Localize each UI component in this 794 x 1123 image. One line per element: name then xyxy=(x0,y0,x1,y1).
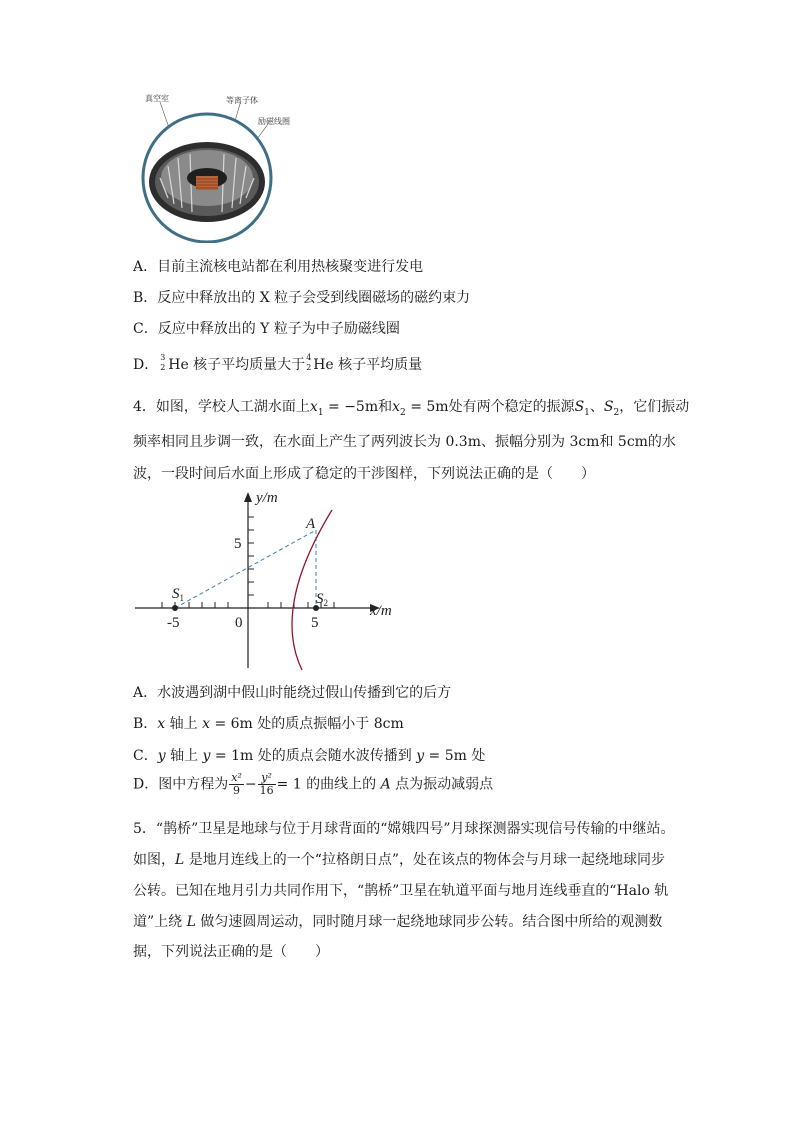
var: A xyxy=(380,776,391,793)
q3-option-d[interactable] xyxy=(133,354,422,374)
q5-stem-line5: 据，下列说法正确的是（ ） xyxy=(133,944,329,960)
var: y xyxy=(416,748,425,764)
text: 轴上 xyxy=(165,748,203,764)
var: L xyxy=(186,914,196,930)
isotope-mass-number: 3 xyxy=(160,353,166,362)
q4-stem-line3: 波，一段时间后水面上形成了稳定的干涉图样，下列说法正确的是（ ） xyxy=(133,466,595,482)
option-text: 反应中释放出的 X 粒子会受到线圈磁场的磁约束力 xyxy=(157,290,471,306)
q4-option-c[interactable] xyxy=(133,745,485,765)
x-axis-label: x/m xyxy=(370,603,392,619)
text: = 5m 处 xyxy=(424,748,486,764)
q3-option-b[interactable] xyxy=(133,287,470,307)
sub: 1 xyxy=(317,407,324,418)
text: 4．如图，学校人工湖水面上 xyxy=(133,399,310,415)
source-s1-point xyxy=(172,605,178,611)
denominator: 16 xyxy=(259,784,274,797)
q3-option-a[interactable] xyxy=(133,256,423,276)
denominator: 9 xyxy=(233,784,241,797)
var: x xyxy=(157,716,166,732)
var: L xyxy=(175,852,185,868)
text: = −5m和 xyxy=(323,399,393,415)
text: = 1 的曲线上的 xyxy=(276,776,381,793)
q5-stem-line2 xyxy=(133,849,665,869)
point-s2-label: $S_2$ xyxy=(316,591,328,608)
fraction-x2-over-9 xyxy=(229,772,244,797)
isotope-mass-number: 4 xyxy=(306,353,312,362)
text: ，它们振动 xyxy=(619,399,690,415)
option-letter: C． xyxy=(133,321,158,337)
tick-label-neg5: -5 xyxy=(167,615,180,631)
q4-option-a[interactable]: A．水波遇到湖中假山时能绕过假山传播到它的后方 xyxy=(133,685,452,701)
option-letter: A． xyxy=(133,259,158,275)
sub: 2 xyxy=(400,407,406,418)
interference-graph xyxy=(130,488,410,674)
isotope-atomic-number: 2 xyxy=(306,363,312,372)
sub: 1 xyxy=(584,407,590,418)
var: x xyxy=(202,716,211,732)
tick-label-5y: 5 xyxy=(234,536,242,552)
label-excitation-coil: 励磁线圈 xyxy=(258,117,290,126)
option-letter: C． xyxy=(133,748,158,764)
var: x xyxy=(309,399,318,415)
option-letter: D．图中方程为 xyxy=(133,776,229,793)
isotope-atomic-number: 2 xyxy=(160,363,166,372)
point-a-label: A xyxy=(306,516,316,532)
option-letter: D． xyxy=(133,357,159,373)
point-s1-label: $S_1$ xyxy=(172,586,184,603)
text: = 6m 处的质点振幅小于 8cm xyxy=(210,716,404,732)
q4-option-b[interactable] xyxy=(133,713,404,733)
text: 、 xyxy=(589,399,604,415)
hyperbola-curve xyxy=(292,510,332,670)
option-text: 反应中释放出的 Y 粒子为中子励磁线圈 xyxy=(157,321,400,337)
text: = 5m处有两个稳定的振源 xyxy=(405,399,575,415)
q5-stem-line3: 公转。已知在地月引力共同作用下，“鹊桥”卫星在轨道平面与地月连线垂直的“Halo 轨 xyxy=(133,883,669,899)
option-letter: B． xyxy=(133,290,158,306)
y-axis-arrow xyxy=(244,492,252,502)
q3-option-c[interactable] xyxy=(133,318,400,338)
q4-option-d[interactable] xyxy=(133,772,493,797)
var: x xyxy=(392,399,401,415)
var: y xyxy=(202,748,211,764)
text: 是地月连线上的一个“拉格朗日点”，处在该点的物体会与月球一起绕地球同步 xyxy=(184,852,666,868)
text: 轴上 xyxy=(165,716,203,732)
q4-stem-line1 xyxy=(133,396,689,418)
numerator: y² xyxy=(258,772,276,785)
q5-stem-line4 xyxy=(133,911,662,931)
var: y xyxy=(157,748,166,764)
text: 做匀速圆周运动，同时随月球一起绕地球同步公转。结合图中所给的观测数 xyxy=(195,914,663,930)
label-plasma: 等离子体 xyxy=(226,96,258,105)
var: S xyxy=(603,399,614,415)
text: = 1m 处的质点会随水波传播到 xyxy=(210,748,417,764)
text: 道”上绕 xyxy=(133,914,187,930)
operator: − xyxy=(244,776,257,793)
option-letter: B． xyxy=(133,716,158,732)
tick-label-5x: 5 xyxy=(311,615,319,631)
tokamak-illustration xyxy=(130,88,300,243)
text: 如图， xyxy=(133,852,175,868)
text: 点为振动减弱点 xyxy=(390,776,494,793)
numerator: x² xyxy=(231,771,242,784)
y-axis-label: y/m xyxy=(256,490,278,506)
label-vacuum-chamber: 真空室 xyxy=(145,94,169,103)
option-text: He 核子平均质量 xyxy=(313,357,423,373)
q5-stem-line1: 5．“鹊桥”卫星是地球与位于月球背面的“嫦娥四号”月球探测器实现信号传输的中继站。 xyxy=(133,821,675,837)
option-text: He 核子平均质量大于 xyxy=(168,357,306,373)
tokamak-figure xyxy=(130,88,300,243)
fraction-y2-over-16 xyxy=(258,772,276,797)
q4-stem-line2: 频率相同且步调一致，在水面上产生了两列波长为 0.3m、振幅分别为 3cm和 5cm的水 xyxy=(133,434,676,450)
option-text: 目前主流核电站都在利用热核聚变进行发电 xyxy=(157,259,424,275)
tick-label-0: 0 xyxy=(235,615,243,631)
sub: 2 xyxy=(613,407,620,418)
var: S xyxy=(574,399,585,415)
